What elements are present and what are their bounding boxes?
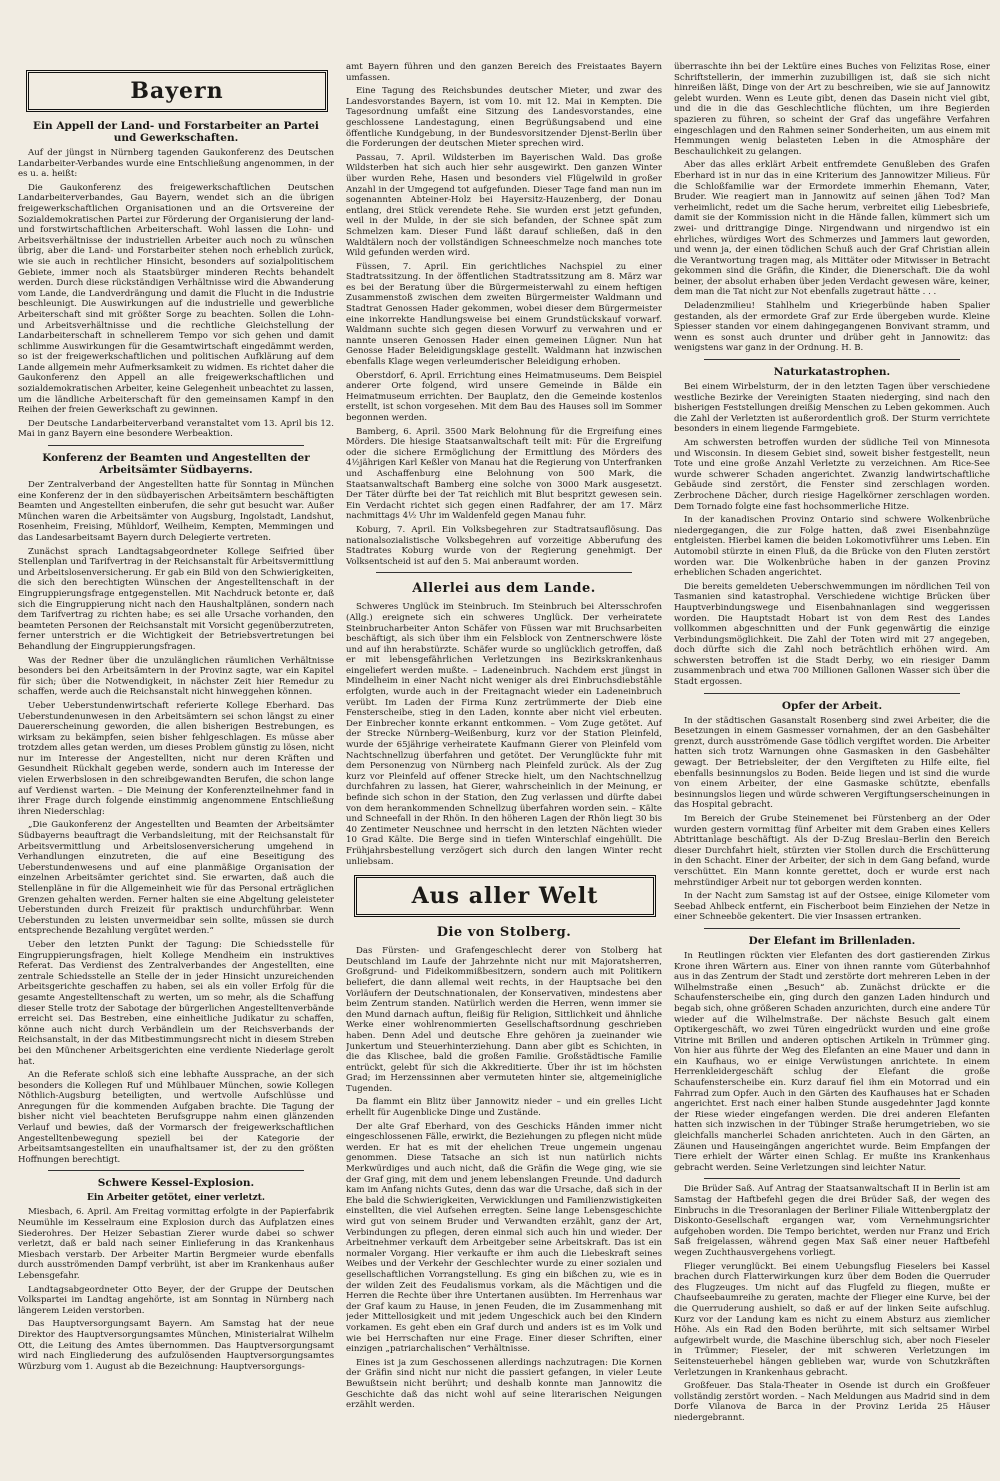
article-paragraph: Die Gaukonferenz des freigewerkschaftlichen Deutschen Landarbeiterverbandes, Gau Bayern, wendet sich an die übrigen freigewerkschaftlichen Organisationen und an die Ortsvereine der Sozialdemokratischen Partei zur Förderung der Organisierung der land- und forstwirtschaftlichen Arbeiterschaft. Wohl lassen die Lohn- und Arbeitsverhältnisse der industriellen Arbeiter auch noch zu wünschen übrig, aber die Land- und Forstarbeiter stehen noch erheblich zurück, wie sie auch in rechtlicher Hinsicht, besonders auf sozialpolitischem Gebiete, immer noch als Staatsbürger minderen Rechts behandelt werden. Durch diese rückständigen Verhältnisse wird die Abwanderung vom Lande, die Landverdrängung und damit die Flucht in die Industrie beschleunigt. Die Auswirkungen auf die industrielle und gewerbliche Arbeiterschaft sind mit größter Sorge zu beachten. Sollen die Lohn- und Arbeitsverhältnisse und die rechtliche Gleichstellung der Landarbeiterschaft in schnellerem Tempo vor sich gehen und damit schlimme Auswirkungen für die Gesamtwirtschaft eingedämmt werden, so ist der freigewerkschaftlichen und politischen Aufklärung auf dem Lande allgemein mehr Aufmerksamkeit zu widmen. Es richtet daher die Gaukonferenz den Appell an alle freigewerkschaftlichen und sozialdemokratischen Arbeiter, keine Gelegenheit unbeachtet zu lassen, um die ländliche Arbeiterschaft für den gemeinsamen Kampf in den Reihen der freien Gewerkschaft zu gewinnen. [18,182,334,416]
section-title: Bayern [130,78,224,104]
article-paragraph: amt Bayern führen und den ganzen Bereich des Freistaates Bayern umfassen. [346,62,662,83]
article-headline: Konferenz der Beamten und Angestellten der Arbeitsämter Südbayerns. [42,452,310,477]
article-headline: Der Elefant im Brillenladen. [748,934,916,947]
divider [704,359,960,360]
section-header-box [26,70,328,112]
divider [704,693,960,694]
article-headline: Die von Stolberg. [436,925,572,941]
article-paragraph: Der Deutsche Landarbeiterverband veranstaltet vom 13. April bis 12. Mai in ganz Bayern eine besondere Werbeaktion. [18,418,334,440]
article-paragraph: Eine Tagung des Reichsbundes deutscher Mieter, und zwar des Landesvorstandes Bayern, ist vom 10. mit 12. Mai in Kempten. Die Tagesordnung umfaßt eine Sitzung des Landesvorstandes, eine geschlossene Landestagung, einen Begrüßungsabend und eine öffentliche Kundgebung, in der Bundesvorsitzender Djenst-Berlin über die Forderungen der deutschen Mieter sprechen wird. [346,86,662,150]
divider [704,1178,960,1179]
article-paragraph: Das Fürsten- und Grafengeschlecht derer von Stolberg hat Deutschland im Laufe der Jahrzehnte nicht nur mit Majoratsherren, Großgrund- und Fideikommißbesitzern, sondern auch mit Politikern beliefert, die dann allemal weit rechts, in der Hauptsache bei den Vorläufern der Deutschnationalen, der Konservativen, mindestens aber beim Zentrum standen. Natürlich werden die Herren, wenn immer sie den Mund darnach auftun, fleißig für Religion, Sittlichkeit und ähnliche Werke einer wohlrenommierten Gesellschaftsordnung geschrieben haben. Denn Adel und deutsche Ehre gehören ja zueinander wie Junkertum und Steuerhinterziehung. Dann aber gibt es Schichten, in die das Klischee, bald die großen Familie. Großstädtische Familie entrückt, gelebt für sich die Akkreditierte. Über ihr ist im höchsten Grad; im Herzenssinnen aber vermuteten hinter sie, altgemeinigliche Tugenden. [346,946,662,1094]
article-paragraph: In Reutlingen rückten vier Elefanten des dort gastierenden Zirkus Krone ihren Wärtern aus. Einer von ihnen rannte vom Güterbahnhof aus in das Zentrum der Stadt und zerstörte dort mehreren Leben in der Wilhelmstraße einen „Besuch“ ab. Zunächst drückte er die Schaufensterscheibe ein, ging durch den ganzen Laden hindurch und begab sich, ohne größeren Schaden anzurichten, durch eine andere Tür wieder auf die Wilhelmstraße. Der nächste Besuch galt einem Optikergeschäft, wo zwei Türen eingedrückt wurden und eine große Vitrine mit Brillen und anderen optischen Artikeln in Trümmer ging. Von hier aus führte der Weg des Elefanten an eine Mauer und dann in ein Kaufhaus, wo er einige Verwüstungen anrichtete. In einem Herrenkleidergeschäft schlug der Elefant die große Schaufensterscheibe ein. Kurz darauf fiel ihm ein Motorrad und ein Fahrrad zum Opfer. Auch in den Gärten des Kaufhauses hat er Schaden angerichtet. Erst nach einer halben Stunde ausgedehnter Jagd konnte der Riese wieder eingefangen werden. Die drei anderen Elefanten hatten sich inzwischen in der Tübinger Straße herumgetrieben, wo sie gleichfalls mancherlei Schaden anrichteten. Auch in den Gärten, an Zäunen und Hauseingängen angerichtet wurde. Beim Empfangen der Tiere erhielt der Wärter einen Schlag. Er mußte ins Krankenhaus gebracht werden. Seine Verletzungen sind leichter Natur. [674,950,990,1173]
section-heading: Allerlei aus dem Lande. [412,581,596,597]
article-paragraph: Flieger verunglückt. Bei einem Uebungsflug Fieselers bei Kassel brachen durch Flatterwirkungen kurz über dem Boden die Querruder des Flugzeuges. Um nicht auf das Flugfeld zu fliegen, mußte er Chaufseebaumreihe zu geraten, machte der Flieger eine Kurve, bei der die Querruderung aushielt, so daß er auf der linken Seite aufschlug. Kurz vor der Landung kam es nicht zu einem Absturz aus ziemlicher Höhe. Als ein Rad den Boden berührte, mit sich seltsamer Wirbel aufgewirbelt wurde, die Maschine überschlug sich, aber noch Fieseler in Trümmer; Fieseler, der mit schweren Verletzungen im Seitensteuerhebel hängen geblieben war, wurde von Schutzkräften Verletzungen in Krankenhaus gebracht. [674,1261,990,1378]
article-paragraph: Im Bereich der Grube Steinemenet bei Fürstenberg an der Oder wurden gestern vormittag fünf Arbeiter mit dem Graben eines Kellers Abtrittanlage beschäftigt. Als der D-Zug Breslau–Berlin den Bereich dieser Durchfahrt hielt, stürzten vier Stollen durch die Erschütterung in den Schacht. Einer der Arbeiter, der sich in dem Gang befand, wurde verschüttet. Ein Mann konnte gerettet, doch er wurde erst nach mehrstündiger Arbeit nur tot geborgen werden konnten. [674,814,990,888]
article-paragraph: In der kanadischen Provinz Ontario sind schwere Wolkenbrüche niedergegangen, die zur Folge hatten, daß zwei Eisenbahnzüge entgleisten. Hierbei kamen die beiden Lokomotivführer ums Leben. Ein Automobil stürzte in einen Fluß, da die Brücke von den Fluten zerstört worden war. Die Wolkenbrüche haben in der ganzen Provinz erheblichen Schaden angerichtet. [674,515,990,579]
article-paragraph: Die Brüder Saß. Auf Antrag der Staatsanwaltschaft II in Berlin ist am Samstag der Haftbefehl gegen die drei Brüder Saß, der wegen des Einbruchs in die Tresoranlagen der Berliner Filiale Wittenbergplatz der Diskonto-Gesellschaft ergangen war, vom Vernehmungsrichter aufgehoben worden. Die Tempo berichtet, werden nur Franz und Erich Saß freigelassen, während gegen Max Saß einer neuer Haftbefehl wegen Zuchthausvergehens vorliegt. [674,1184,990,1258]
article-paragraph: Am schwersten betroffen wurden der südliche Teil von Minnesota und Wisconsin. In diesem Gebiet sind, soweit bisher festgestellt, neun Tote und eine große Anzahl Verletzte zu verzeichnen. Am Rice-See wurde schwerer Schaden angerichtet. Zwanzig landwirtschaftliche Gebäude sind zerstört, die Fenster sind zerschlagen worden. Zerbrochene Dächer, durch riesige Hagelkörner zerschlagen worden. Dem Tornado folgte eine fast hochsommerliche Hitze. [674,438,990,512]
article-subheadline: Ein Arbeiter getötet, einer verletzt. [86,1193,266,1204]
divider [48,445,304,446]
section-header-box [354,875,656,917]
article-paragraph: Füssen, 7. April. Ein gerichtliches Nachspiel zu einer Stadtratssitzung. In der öffentlichen Stadtratssitzung am 8. März war es bei der Beratung über die Bürgermeisterwahl zu einem heftigen Zusammenstoß zwischen dem zweiten Bürgermeister Waldmann und Stadtrat Genossen Hader gekommen, wobei dieser dem Bürgermeister eine inkorrekte Handlungsweise bei einem Grundstückskauf vorwarf. Waldmann suchte sich gegen diesen Vorwurf zu verwahren und er nannte unseren Genossen Hader einen gemeinen Lügner. Nun hat Genosse Hader Beleidigungsklage gestellt. Waldmann hat inzwischen ebenfalls Klage wegen verleumderischer Beleidigung erhoben. [346,261,662,368]
article-paragraph: In der städtischen Gasanstalt Rosenberg sind zwei Arbeiter, die die Besetzungen in einem Gasmesser vornahmen, der an den Gasbehälter grenzt, durch ausströmende Gase tödlich vergiftet worden. Die Arbeiter hatten sich trotz Warnungen ohne Gasmasken in den Gasbehälter gewagt. Der Betriebsleiter, der den Vergifteten zu Hilfe eilte, fiel ebenfalls besinnungslos zu Boden. Beide liegen und ist sind die wurde von einem Arbeiter, der eine Gasmaske schützte, ebenfalls besinnungslos liegen und würde schweren Vergiftungserscheinungen in das Hospital gebracht. [674,715,990,811]
article-paragraph: Deladenzmilieu! Stahlhelm und Kriegerbünde haben Spalier gestanden, als der ermordete Graf zur Erde übergeben wurde. Kleine Spiesser standen vor einem dahingegangenen Bonvivant stramm, und wenn es sonst auch drunter und drüber geht in Jannowitz: das wenigstens war ganz in der Ordnung. H. B. [674,301,990,354]
column-middle [346,62,662,1470]
article-headline: Opfer der Arbeit. [781,699,883,712]
article-paragraph: Bamberg, 6. April. 3500 Mark Belohnung für die Ergreifung eines Mörders. Die hiesige Staatsanwaltschaft teilt mit: Für die Ergreifung oder die sichere Ermöglichung der Ermittlung des Mörders des 4½jährigen Karl Keßler von Manau hat die Regierung von Unterfranken und Aschaffenburg eine Belohnung von 500 Mark, die Staatsanwaltschaft Bamberg eine solche von 3000 Mark ausgesetzt. Der Täter dürfte bei der Tat reichlich mit Blut bespritzt gewesen sein. Ein Verdacht richtet sich gegen einen Radfahrer, der am 17. März nachmittags 4½ Uhr im Waldenfeld gegen Manau fuhr. [346,426,662,522]
article-paragraph: In der Nacht zum Samstag ist auf der Ostsee, einige Kilometer vom Seebad Ahlbeck entfernt, ein Fischerboot beim Einziehen der Netze in einer Schneeböe gekentert. Die vier Insassen ertranken. [674,891,990,923]
article-paragraph: Ueber Ueberstundenwirtschaft referierte Kollege Eberhard. Das Ueberstundenunwesen in den Arbeitsämtern sei schon längst zu einer Dauererscheinung geworden, die allen bisherigen Bestrebungen, es wirksam zu bekämpfen, seien bisher fehlgeschlagen. Es müsse aber trotzdem alles getan werden, um dieses Problem günstig zu lösen, nicht nur im Interesse der Angestellten, nicht nur deren Kräften und Gesundheit Rückhalt gegeben werde, sondern auch im Interesse der vielen Erwerbslosen in den schreibgewandten Berufen, die schon lange auf Verdienst warten. – Die Meinung der Konferenzteilnehmer fand in ihrer Frage durch folgende einstimmig angenommene Entschließung ihren Niederschlag: [18,700,334,817]
article-paragraph: Schweres Unglück im Steinbruch. Im Steinbruch bei Altersschrofen (Allg.) ereignete sich ein schweres Unglück. Der verheiratete Steinbrucharbeiter Anton Schäfer von Füssen war mit Bruchsarbeiten beschäftigt, als sich über ihm ein Felsblock von Zentnerschwere löste und auf ihn herabstürzte. Schäfer wurde so unglücklich getroffen, daß er mit lebensgefährlichen Verletzungen ins Bezirkskrankenhaus eingeliefert werden mußte. – Ladeneinbruch. Nachdem erst jüngst in Mindelheim in einer Nacht nicht weniger als drei Einbruchsdiebstähle erfolgten, wurde auch in der Freitagnacht wieder ein Ladeneinbruch verübt. Im Laden der Firma Kunz zertrümmerte der Dieb eine Fensterscheibe, stieg in den Laden, konnte aber nicht viel erbeuten. Der Einbrecher konnte erkannt entkommen. – Vom Zuge getötet. Auf der Strecke Nürnberg–Weißenburg, kurz vor der Station Pleinfeld, wurde der 65jährige verheiratete Kaufmann Gierer von Pleinfeld vom Nachtschnellzug überfahren und getötet. Der Verunglückte fuhr mit dem Personenzug von Nürnberg nach Pleinfeld zurück. Als der Zug kurz vor Pleinfeld auf offener Strecke hielt, um den Nachtschnellzug durchfahren zu lassen, hat Gierer, wahrscheinlich in der Meinung, er befinde sich schon in der Station, den Zug verlassen und dürfte dabei von dem herankommenden Schnellzug überfahren worden sein. – Kälte und Schneefall in der Rhön. In den höheren Lagen der Rhön liegt 30 bis 40 Zentimeter Neuschnee und herrscht in den letzten Nächten wieder 10 Grad Kälte. Die Berge sind in tiefen Winterschlaf eingehüllt. Die Frühjahrsbestellung verzögert sich durch den langen Winter recht unliebsam. [346,602,662,867]
column-left [18,62,334,1470]
article-headline: Schwere Kessel-Explosion. [97,1177,255,1190]
divider [376,572,632,573]
article-paragraph: Zunächst sprach Landtagsabgeordneter Kollege Seifried über Stellenplan und Tarifvertrag in der Reichsanstalt für Arbeitsvermittlung und Arbeitslosenversicherung. Er gab ein Bild von den Schwierigkeiten, die sich den berechtigten Wünschen der Angestelltenschaft in der Eingruppierungsfrage entgegenstellen. Mit Nachdruck betonte er, daß sich die Eingruppierung nicht nach den Haushaltplänen, sondern nach dem Tarifvertrag zu richten habe; es sei alle Ursache vorhanden, den beamteten Personen der Reichsanstalt mit Vorsicht gegenüberzutreten, ferner unterstrich er die Wichtigkeit der Betriebsvertretungen bei Behandlung der Eingruppierungsfragen. [18,546,334,652]
divider [48,1170,304,1171]
article-paragraph: Das Hauptversorgungsamt Bayern. Am Samstag hat der neue Direktor des Hauptversorgungsamtes München, Ministerialrat Wilhelm Ott, die Leitung des Amtes übernommen. Das Hauptversorgungsamt wird nach Eingliederung des aufzulösenden Hauptversorgungsamtes Würzburg vom 1. August ab die Bezeichnung: Hauptversorgungs- [18,1319,334,1372]
divider [704,928,960,929]
article-paragraph: Passau, 7. April. Wildsterben im Bayerischen Wald. Das große Wildsterben hat sich auch hier sehr ausgewirkt. Den ganzen Winter über wurden Rehe, Hasen und besonders viel Flügelwild in großer Anzahl in der Umgegend tot aufgefunden. Dieser Tage fand man nun im sogenannten Abteiner-Holz bei Hayersitz-Hauzenberg, der Donau entlang, drei Stück verendete Rehe. Sie wurden erst jetzt gefunden, weil in der Mulde, in der sie sich befanden, der Schnee spät zum Schmelzen kam. Dieser Fund läßt darauf schließen, daß in den Waldtälern noch der vollständigen Schneeschmelze noch manches tote Wild gefunden werden wird. [346,152,662,259]
article-paragraph: Ueber den letzten Punkt der Tagung: Die Schiedsstelle für Eingruppierungsfragen, hielt Kollege Mendheim ein instruktives Referat. Das Verdienst des Zentralverbandes der Angestellten, eine zentrale Schiedsstelle an Stelle der in jeder Hinsicht unzureichenden Arbeitsgerichte geschaffen zu haben, sei als ein voller Erfolg für die gesamte Angestelltenschaft zu werten, um so mehr, als die Schaffung dieser Stelle trotz der Sabotage der bürgerlichen Angestelltenverbände erreicht sei. Das Bestreben, eine einheitliche Judikatur zu schaffen, könne auch nicht durch Verbändlein um der Reichsverbands der Reichsanstalt, in der das Mitbestimmungsrecht nicht in diesem Streben bei den Münchener Arbeitsgerichten eine verdiente Niederlage gerolt hat. [18,939,334,1067]
article-paragraph: Was der Redner über die unzulänglichen räumlichen Verhältnisse besonders bei den Arbeitsämtern in der Provinz sagte, war ein Kapitel für sich; über die Notwendigkeit, in nächster Zeit hier Remedur zu schaffen, werde auch die Reichsanstalt nicht hinweggehen können. [18,655,334,698]
article-paragraph: überraschte ihn bei der Lektüre eines Buches von Felizitas Rose, einer Schriftstellerin, der immerhin zuzubilligen ist, daß sie sich nicht hinreißen läßt, Dinge von der Art zu beschreiben, wie sie auf Jannowitz gelebt wurden. Wenn es Leute gibt, denen das Dasein nicht viel gibt, und die in die das Geschlechtliche flüchten, um ihre Begierden spazieren zu führen, so scheint der Graf das ungefähre Verfahren eingeschlagen und den Rahmen seiner Sonderheiten, um aus einem mit Hemmungen wenig belasteten Leben in die Atmosphäre der Beschaulichkeit zu gelangen. [674,62,990,157]
article-paragraph: Der alte Graf Eberhard, von des Geschicks Händen immer nicht eingeschlossenen Fälle, erwirkt, die Beziehungen zu pflegen nicht müde werden. Er hat es mit der ehelichen Treue ungemein ungenau genommen. Diese Tatsache an sich ist nun natürlich nichts Merkwürdiges und auch nicht, daß die Gräfin die Wege ging, wie sie der Graf ging, mit dem und jenem lebenslangen Freunde. Und dadurch kam im Anfang nichts Gutes, denn das war die Ursache, daß sich in der Ehe bald die Schwierigkeiten, Verwicklungen und Familienzwistigkeiten einstellten, die viel Aufsehen erregten. Seine lange Lebensgeschichte wird gut von seinem Bruder und Verwandten erzählt, ganz der Art, Verbindungen zu pflegen, deren einmal sich auch hin und wieder. Der Arbeitnehmer verkauft dem Arbeitgeber seine Arbeitskraft. Das ist ein normaler Vorgang. Hier verkaufte er ihm auch die Liebeskraft seines Weibes und der Verkehr der Geschlechter wurde zu einer sozialen und gesellschaftlichen Vorrangstellung. Es ging ein bißchen zu, wie es in der wilden Zeit des Feudalismus vorkam, als die Mächtigen und die Herren die Rechte über ihre Untertanen ausübten. Im Herrenhaus war der Graf kaum zu Hause, in jenen Feuden, die im Zusammenhang mit jeder Mittellosigkeit und mit jedem Ungeschick auch bei den Kindern vorkamen. Es geht eben ein Graf durch und anders ist es im Volk und wie bei Herrschaften nur eine Frage. Einer dieser Schriften, einer einzigen „patriarchalischen“ Verhältnisse. [346,1121,662,1355]
article-headline: Ein Appell der Land- und Forstarbeiter an Partei und Gewerkschaften. [33,120,319,144]
article-headline: Naturkatastrophen. [773,366,891,379]
article-paragraph: Eines ist ja zum Geschossenen allerdings nachzutragen: Die Kornen der Gräfin sind nicht nur nicht die passiert gefangen, in vieler Leute Bewußtsein nicht berührt; und deshalb konnte man Jannowitz die Geschichte daß das nicht wohl auf seine literarischen Neigungen erzählt werden. [346,1357,662,1411]
article-paragraph: Der Zentralverband der Angestellten hatte für Sonntag in München eine Konferenz der in den südbayerischen Arbeitsämtern beschäftigten Beamten und Angestellten einberufen, die sehr gut besucht war. Außer München waren die Arbeitsämter von Augsburg, Ingolstadt, Landshut, Rosenheim, Freising, Mühldorf, Weilheim, Kempten, Memmingen und das Landesarbeitsamt Bayern durch Delegierte vertreten. [18,480,334,543]
article-paragraph: Miesbach, 6. April. Am Freitag vormittag erfolgte in der Papierfabrik Neumühle im Kesselraum eine Explosion durch das Aufplatzen eines Siederohres. Der Heizer Sebastian Zierer wurde dabei so schwer verletzt, daß er bald nach seiner Einlieferung in das Krankenhaus Miesbach verstarb. Der Arbeiter Martin Bergmeier wurde ebenfalls durch ausströmenden Dampf verbrüht, ist aber im Krankenhaus außer Lebensgefahr. [18,1207,334,1281]
article-paragraph: Aber das alles erklärt Arbeit entfremdete Genußleben des Grafen Eberhard ist in nur das in eine Kriterium des Jannowitzer Milieus. Für die Schloßfamilie war der Ermordete immerhin Ehemann, Vater, Bruder. Wie reagiert man in Jannowitz auf seinen jähen Tod? Man verheimlicht, redet um die Sache herum, verbreitet eilig Liebesbriefe, damit sie der Kommission nicht in die Hände fallen, kümmert sich um zwei- und drittrangige Dinge. Nirgendwann und nirgendwo ist ein ehrliches, würdiges Wort des Schmerzes und Jammers laut geworden, und wenn ja, der einen tödlichen Schuß auch der Graf Christian allein die Verantwortung tragen mag, als Mittäter oder Mitwisser in Betracht gekommen sind die Gräfin, die Kinder, die Dienerschaft. Die da wohl beiner, der absolut erhaben über jeden Verdacht gewesen wäre, keiner, dem man die Tat nicht zur Not ebenfalls zugetraut hätte . . . [674,160,990,298]
column-right [674,62,990,1470]
article-paragraph: Bei einem Wirbelsturm, der in den letzten Tagen über verschiedene westliche Bezirke der Vereinigten Staaten niederging, sind nach den bisherigen Feststellungen dreißig Menschen zu Leben gekommen. Auch die Zahl der Verletzten ist außerordentlich groß. Der Sturm verrichtete besonders in einem liegende Farmgebiete. [674,382,990,435]
article-paragraph: An die Referate schloß sich eine lebhafte Aussprache, an der sich besonders die Kollegen Ruf und Mühlbauer München, sowie Kollegen Nöthlich-Augsburg beteiligten, und wertvolle Aufschlüsse und Anregungen für die kommenden Aufgaben brachte. Die Tagung der bisher nicht viel beachteten Berufsgruppe nahm einen glänzenden Verlauf und bewies, daß der Vormarsch der freigewerkschaftlichen Angestelltenbewegung speziell bei der Kategorie der Arbeitsamtsangestellten ein unaufhaltsamer ist, der zu den größten Hoffnungen berechtigt. [18,1070,334,1165]
article-paragraph: „Die Gaukonferenz der Angestellten und Beamten der Arbeitsämter Südbayerns beauftragt die Verbandsleitung, mit der Reichsanstalt für Arbeitsvermittlung und Arbeitslosenversicherung umgehend in Verhandlungen einzutreten, die auf eine Beseitigung des Ueberstundenwesens und auf eine planmäßige Organisation der einzelnen Arbeitsämter gerichtet sind. Sie erwarten, daß auch die Stellenpläne in für die Allgemeinheit wie für das Personal erträglichen Grenzen gehalten werden. Ferner halten sie eine Abgeltung geleisteter Ueberstunden durch Freizeit für praktisch undurchführbar. Wenn Ueberstunden zu leisten unvermeidbar sein sollte, müssen sie durch entsprechende Bezahlung vergütet werden.“ [18,820,334,937]
article-paragraph: Die bereits gemeldeten Ueberschwemmungen im nördlichen Teil von Tasmanien sind katastrophal. Verschiedene wichtige Brücken über Hauptverbindungswege und Eisenbahnanlagen sind weggerissen worden. Die Hauptstadt Hobart ist von dem Rest des Landes vollkommen abgeschnitten und der Funk gegenwärtig die einzige Verbindungsmöglichkeit. Die Zahl der Toten wird mit 27 angegeben, doch dürfte sich die Zahl noch beträchtlich erhöhen wird. Am schwersten betroffen ist die Stadt Derby, wo ein riesiger Damm zusammenbrach und etwa 700 Millionen Gallonen Wasser sich über die Stadt ergossen. [674,581,990,688]
article-paragraph: Landtagsabgeordneter Otto Beyer, der der Gruppe der Deutschen Volkspartei im Landtag angehörte, ist am Sonntag in Nürnberg nach längerem Leiden verstorben. [18,1284,334,1316]
article-paragraph: Oberstdorf, 6. April. Errichtung eines Heimatmuseums. Dem Beispiel anderer Orte folgend, wird unsere Gemeinde in Bälde ein Heimatmuseum errichten. Der Bauplatz, den die Gemeinde kostenlos erstellt, ist schon vorgesehen. Mit dem Bau des Hauses soll im Sommer begonnen werden. [346,370,662,423]
article-paragraph: Da flammt ein Blitz über Jannowitz nieder – und ein grelles Licht erhellt für Augenblicke Dinge und Zustände. [346,1097,662,1119]
article-paragraph: Auf der jüngst in Nürnberg tagenden Gaukonferenz des Deutschen Landarbeiter-Verbandes wurde eine Entschließung angenommen, in der es u. a. heißt: [18,148,334,180]
section-title: Aus aller Welt [411,883,599,910]
article-paragraph: Koburg, 7. April. Ein Volksbegehren zur Stadtratsauflösung. Das nationalsozialistische Volksbegehren auf vorzeitige Abberufung des Stadtrates Koburg wurde von der Regierung genehmigt. Der Volksentscheid ist auf den 5. Mai anberaumt worden. [346,524,662,567]
article-paragraph: Großfeuer. Das Stala-Theater in Osende ist durch ein Großfeuer vollständig zerstört worden. – Nach Meldungen aus Madrid sind in dem Dorfe Vilanova de Barca in der Provinz Lerida 25 Häuser niedergebrannt. [674,1381,990,1423]
